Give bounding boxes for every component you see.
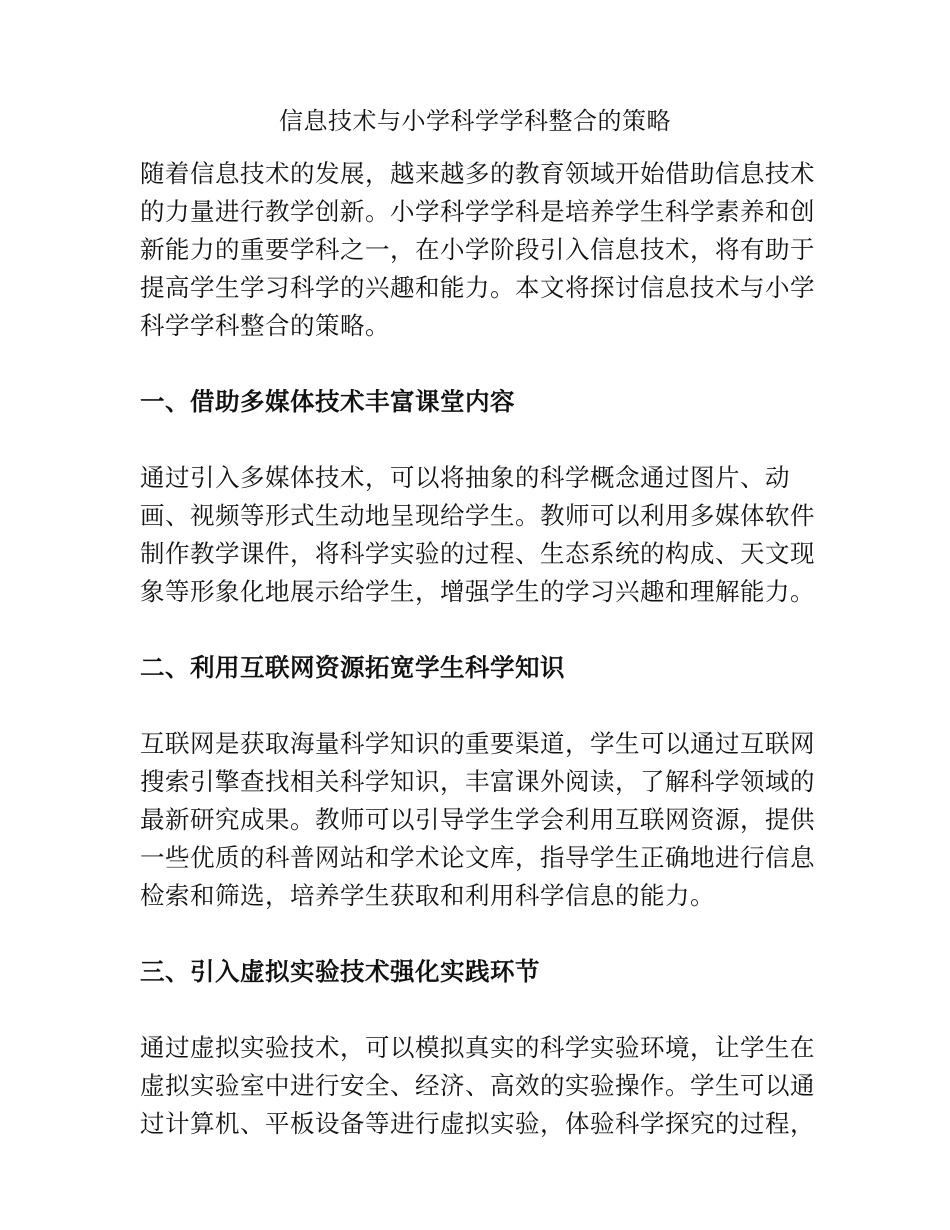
section-3-body: 通过虚拟实验技术，可以模拟真实的科学实验环境，让学生在虚拟实验室中进行安全、经济、高效的实验操作。学生可以通过计算机、平板设备等进行虚拟实验，体验科学探究的过程， [140,1033,815,1138]
document-body [140,155,830,1143]
section-1-body: 通过引入多媒体技术，可以将抽象的科学概念通过图片、动画、视频等形式生动地呈现给学生。教师可以利用多媒体软件制作教学课件，将科学实验的过程、生态系统的构成、天文现象等形象化地展示给学生，增强学生的学习兴趣和理解能力。 [140,463,815,606]
section-2-body: 互联网是获取海量科学知识的重要渠道，学生可以通过互联网搜索引擎查找相关科学知识，丰富课外阅读，了解科学领域的最新研究成果。教师可以引导学生学会利用互联网资源，提供一些优质的科普网站和学术论文库，指导学生正确地进行信息检索和筛选，培养学生获取和利用科学信息的能力。 [140,729,815,910]
section-1-heading: 一、借助多媒体技术丰富课堂内容 [140,387,515,416]
section-3-heading: 三、引入虚拟实验技术强化实践环节 [140,957,540,986]
intro-paragraph: 随着信息技术的发展，越来越多的教育领域开始借助信息技术的力量进行教学创新。小学科学学科是培养学生科学素养和创新能力的重要学科之一，在小学阶段引入信息技术，将有助于提高学生学习科学的兴趣和能力。本文将探讨信息技术与小学科学学科整合的策略。 [140,159,815,340]
document-title: 信息技术与小学科学学科整合的策略 [279,107,671,135]
section-2-heading: 二、利用互联网资源拓宽学生科学知识 [140,653,565,682]
